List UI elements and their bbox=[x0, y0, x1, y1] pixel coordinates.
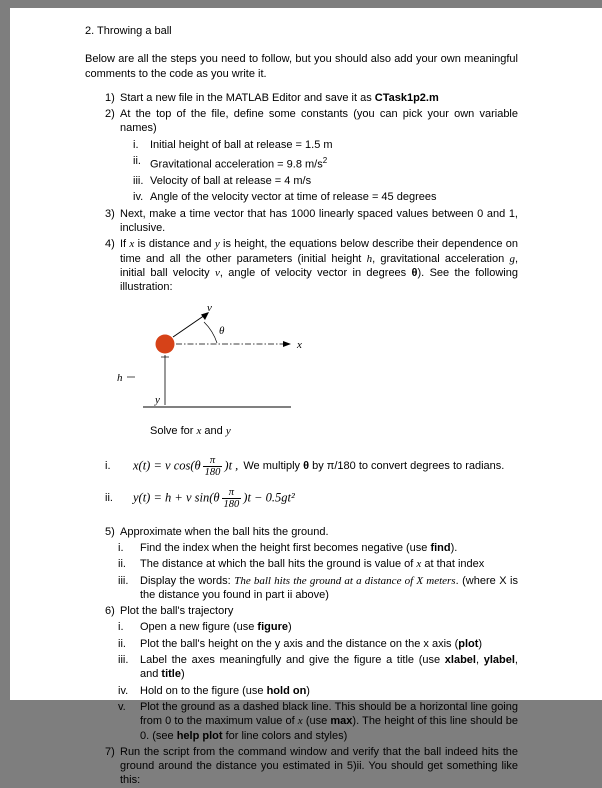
step-6-sub-v bbox=[85, 700, 518, 743]
equation-2-fraction bbox=[222, 487, 242, 510]
step-5-sub-iii-marker: iii. bbox=[118, 574, 129, 587]
equation-1-fraction bbox=[203, 455, 223, 478]
step-2-sub-ii bbox=[85, 154, 518, 172]
step-6-sub-iii bbox=[85, 653, 518, 682]
diagram-canvas bbox=[113, 302, 333, 412]
step-2-sub-iii bbox=[85, 174, 518, 188]
step-3 bbox=[85, 207, 518, 236]
step-5-sub-iii-text: Display the words: The ball hits the ground at a distance of X meters. (where X is the distance you found in part ii above) bbox=[140, 574, 518, 601]
section-title: 2. Throwing a ball bbox=[85, 25, 172, 37]
equation-2-marker: ii. bbox=[105, 492, 113, 505]
step-2-sub-iv-marker: iv. bbox=[133, 191, 144, 204]
velocity-vector-line bbox=[173, 315, 205, 337]
step-6-sub-i-text: Open a new figure (use figure) bbox=[140, 621, 292, 634]
step-2-sub-i bbox=[85, 138, 518, 152]
angle-arc bbox=[204, 322, 217, 343]
x-axis-label: x bbox=[297, 339, 302, 352]
step-7 bbox=[85, 745, 518, 788]
step-4-text: If x is distance and y is height, the equations below describe their dependence on time and all the other parameters (initial height h, gravitational acceleration g, initial ball velocity v, angle of velocity vector in degrees θ). See the following illustration: bbox=[120, 238, 518, 294]
equation-2-pre: y(t) = h + v sin(θ bbox=[133, 490, 220, 505]
equation-2-post: )t − 0.5gt² bbox=[243, 490, 295, 505]
step-6-sub-iv-text: Hold on to the figure (use hold on) bbox=[140, 684, 310, 697]
velocity-label: v bbox=[207, 302, 212, 315]
equation-1-note: We multiply θ by π/180 to convert degrees to radians. bbox=[240, 460, 505, 473]
step-2-sub-iii-text: Velocity of ball at release = 4 m/s bbox=[150, 175, 312, 188]
step-2-text: At the top of the file, define some constants (you can pick your own variable names) bbox=[120, 108, 518, 135]
equation-2 bbox=[133, 487, 295, 510]
step-6-sub-v-marker: v. bbox=[118, 700, 126, 713]
y-axis-label: y bbox=[155, 394, 160, 407]
document-content bbox=[10, 8, 602, 788]
step-2-sub-iii-marker: iii. bbox=[133, 175, 144, 188]
x-axis-arrowhead-icon bbox=[283, 341, 291, 347]
theta-label: θ bbox=[219, 325, 225, 338]
step-5-sub-i-marker: i. bbox=[118, 542, 124, 554]
step-5-sub-iii bbox=[85, 574, 518, 603]
step-6-sub-i bbox=[85, 620, 518, 634]
step-2-marker: 2) bbox=[105, 108, 115, 121]
step-1-marker: 1) bbox=[105, 91, 115, 104]
step-5-text: Approximate when the ball hits the ground. bbox=[120, 525, 329, 538]
step-6-text: Plot the ball's trajectory bbox=[120, 605, 234, 618]
equation-1-row bbox=[85, 455, 518, 478]
step-5-marker: 5) bbox=[105, 525, 115, 538]
step-5 bbox=[85, 525, 518, 539]
step-6-marker: 6) bbox=[105, 605, 115, 618]
step-1-text: Start a new file in the MATLAB Editor and save it as CTask1p2.m bbox=[120, 91, 439, 104]
equation-1-marker: i. bbox=[105, 460, 111, 473]
step-6 bbox=[85, 604, 518, 618]
step-2-sub-ii-text: Gravitational acceleration = 9.8 $m/s^2$ bbox=[150, 156, 328, 171]
equation-1 bbox=[133, 455, 504, 478]
fraction-numerator: π bbox=[209, 454, 216, 466]
step-5-sub-ii-text: The distance at which the ball hits the ground is value of x at that index bbox=[140, 558, 485, 571]
step-6-sub-iv bbox=[85, 684, 518, 698]
step-3-marker: 3) bbox=[105, 207, 115, 220]
step-7-text: Run the script from the command window and verify that the ball indeed hits the ground around the distance you estimated in 5)ii. You should get something like this: bbox=[120, 745, 518, 787]
ball-icon bbox=[156, 335, 175, 354]
equation-1-post: )t , bbox=[224, 458, 239, 473]
fraction-denominator: 180 bbox=[204, 466, 221, 478]
document-page bbox=[10, 8, 602, 787]
step-2-sub-iv bbox=[85, 190, 518, 204]
step-4-marker: 4) bbox=[105, 238, 115, 251]
step-6-sub-iii-text: Label the axes meaningfully and give the figure a title (use xlabel, ylabel, and title) bbox=[140, 654, 518, 681]
step-5-sub-i-text: Find the index when the height first becomes negative (use find). bbox=[140, 542, 458, 554]
step-5-sub-ii bbox=[85, 557, 518, 571]
equation-1-pre: x(t) = v cos(θ bbox=[133, 458, 201, 473]
step-5-sub-ii-marker: ii. bbox=[118, 558, 126, 571]
step-7-marker: 7) bbox=[105, 745, 115, 758]
step-3-text: Next, make a time vector that has 1000 linearly spaced values between 0 and 1, inclusive. bbox=[120, 207, 518, 234]
intro-paragraph: Below are all the steps you need to follow, but you should also add your own meaningful comments to the code as you write it. bbox=[85, 53, 518, 80]
step-5-sub-i bbox=[85, 541, 518, 555]
step-1 bbox=[85, 91, 518, 105]
fraction-numerator: π bbox=[228, 486, 235, 498]
height-label: h bbox=[117, 372, 123, 385]
step-2 bbox=[85, 107, 518, 136]
step-2-sub-i-text: Initial height of ball at release = 1.5 m bbox=[150, 138, 333, 151]
equation-2-row bbox=[85, 487, 518, 510]
ball-trajectory-diagram bbox=[113, 302, 333, 412]
step-2-sub-iv-text: Angle of the velocity vector at time of release = 45 degrees bbox=[150, 191, 437, 204]
step-6-sub-ii bbox=[85, 637, 518, 651]
step-2-sub-ii-marker: ii. bbox=[133, 155, 141, 168]
step-6-sub-ii-text: Plot the ball's height on the y axis and the distance on the x axis (plot) bbox=[140, 637, 483, 650]
step-2-sub-i-marker: i. bbox=[133, 138, 139, 151]
step-6-sub-ii-marker: ii. bbox=[118, 637, 126, 650]
solve-line: Solve for x and y bbox=[150, 425, 231, 438]
step-6-sub-iii-marker: iii. bbox=[118, 654, 129, 667]
step-6-sub-v-text: Plot the ground as a dashed black line. This should be a horizontal line going from 0 to the maximum value of x (use max). The height of this line should be 0. (see help plot for line colors and styles) bbox=[140, 700, 518, 742]
fraction-denominator: 180 bbox=[223, 498, 240, 510]
step-6-sub-iv-marker: iv. bbox=[118, 684, 129, 697]
step-4 bbox=[85, 237, 518, 294]
step-6-sub-i-marker: i. bbox=[118, 621, 124, 634]
